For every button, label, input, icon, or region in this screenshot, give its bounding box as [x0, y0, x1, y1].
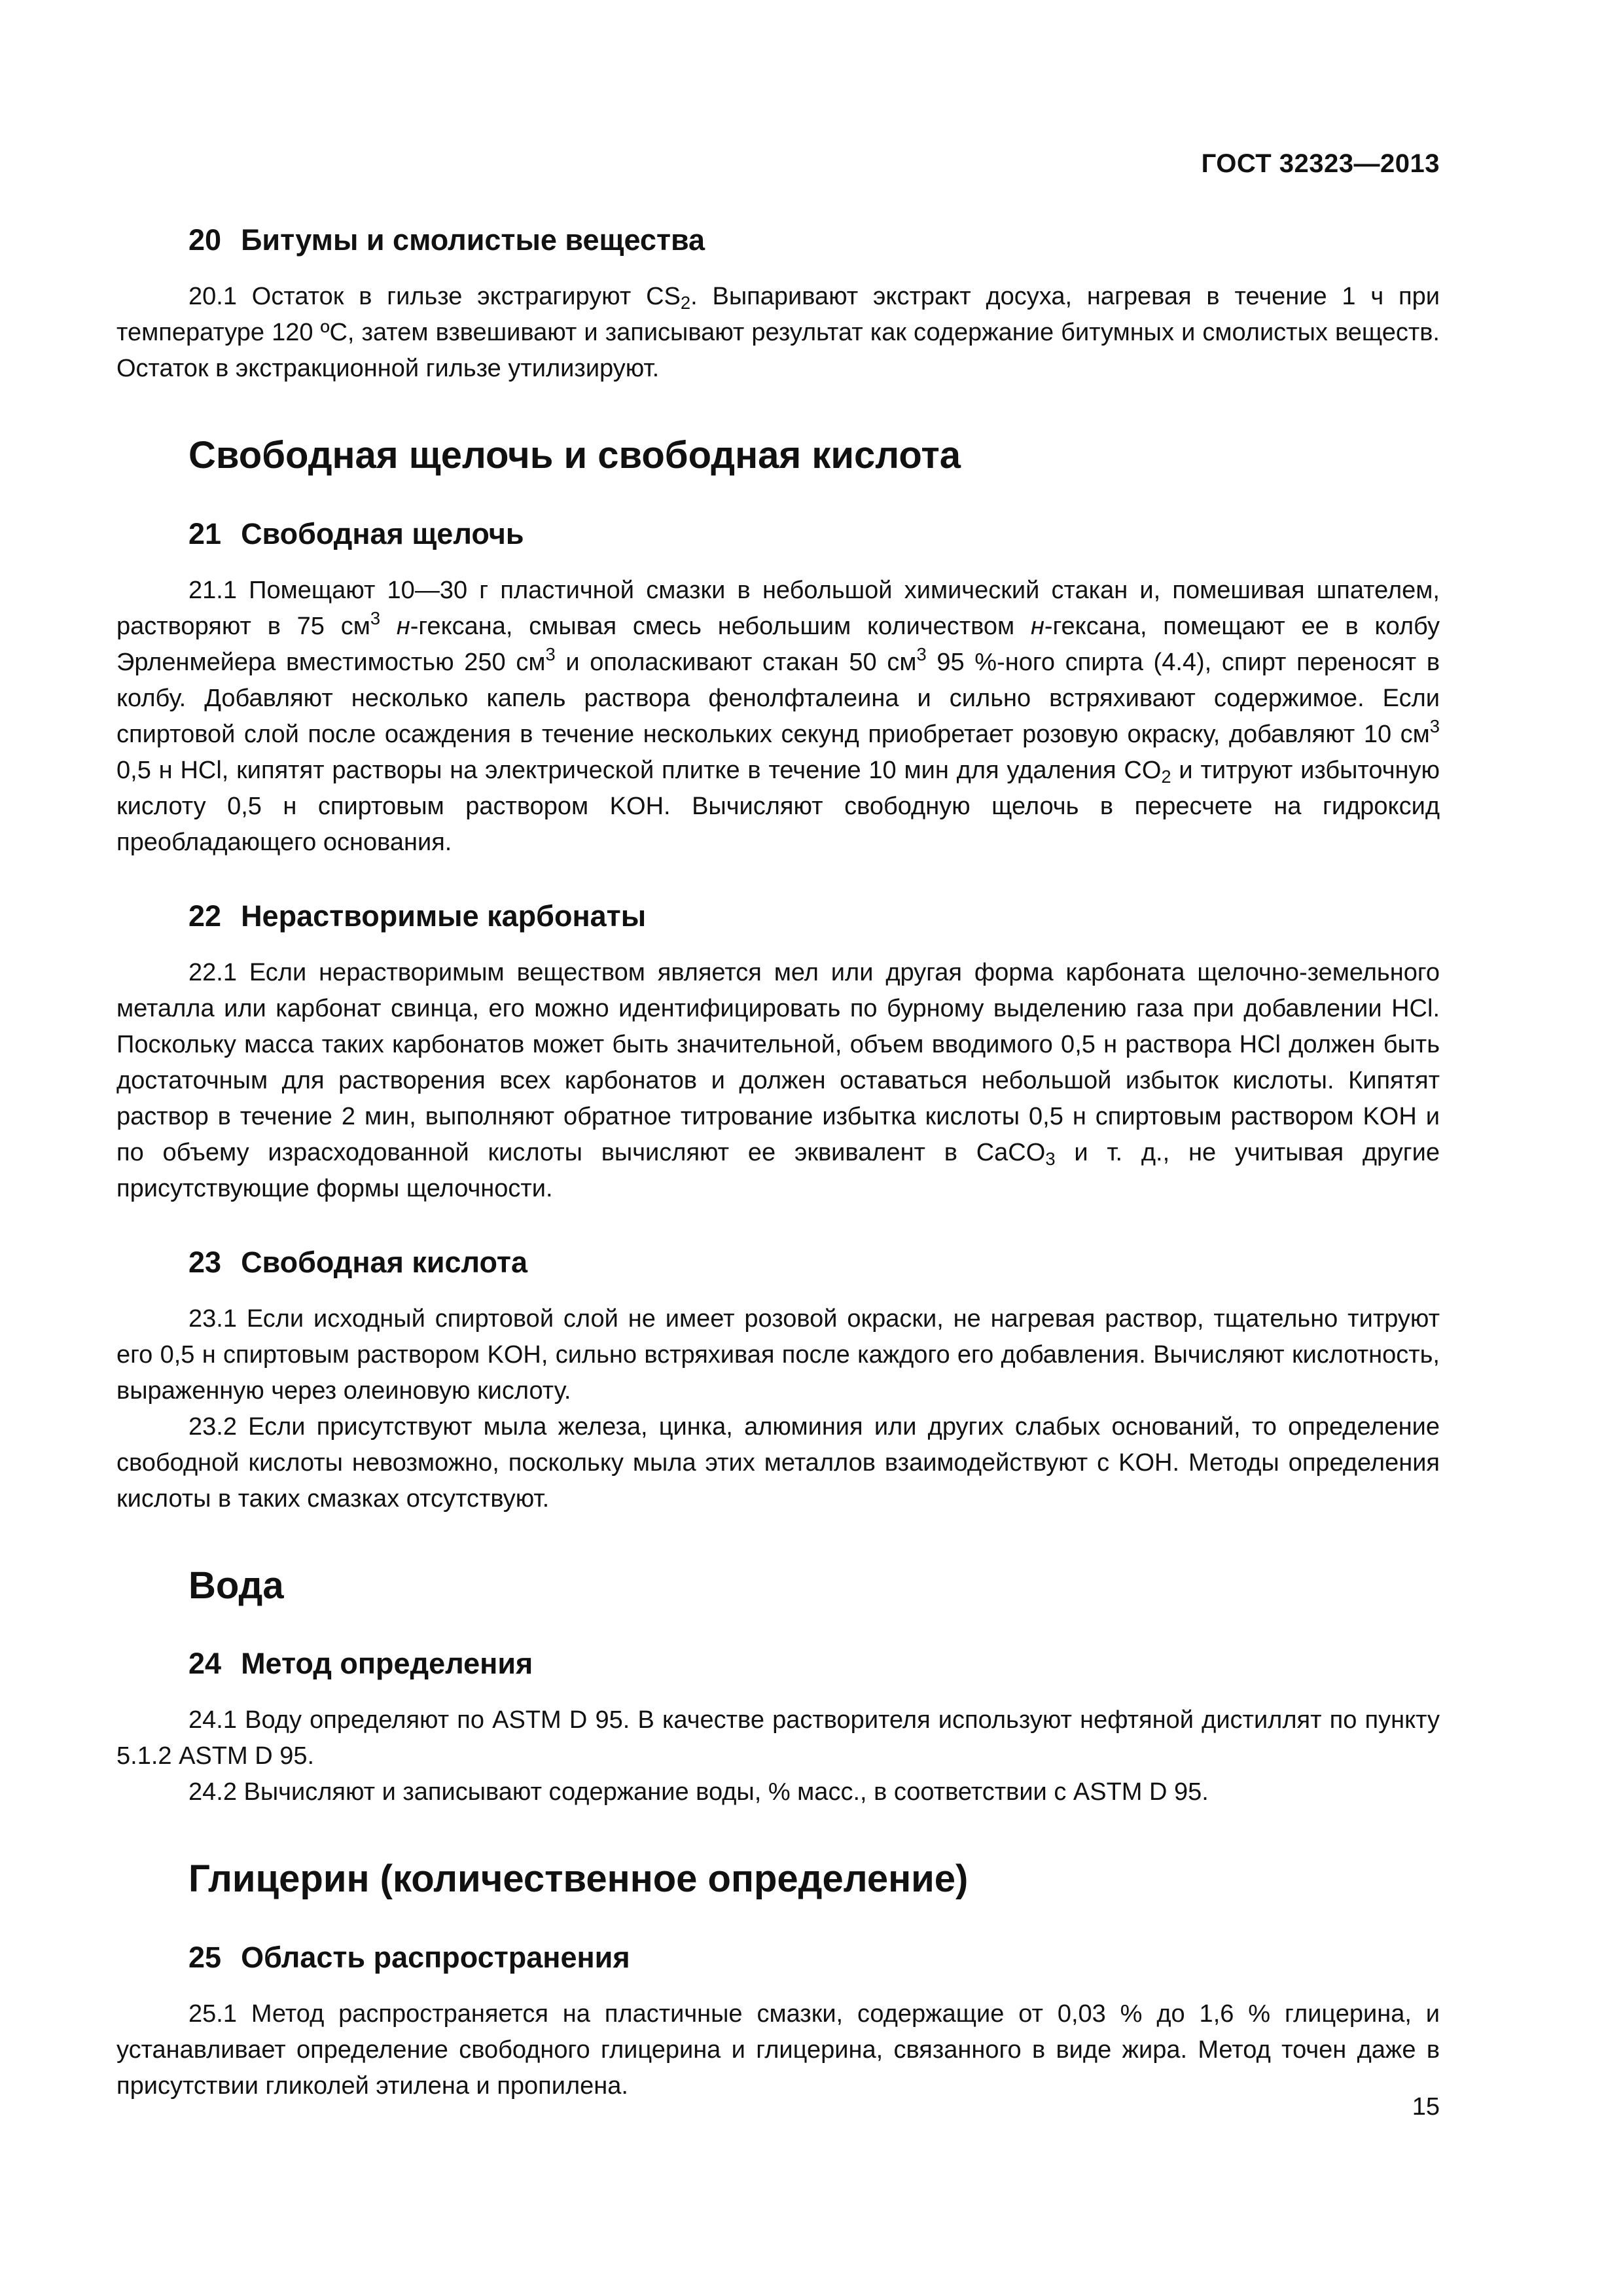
section-24-heading	[188, 1646, 1440, 1681]
text-run: 21.1 Помещают 10—30 г пластичной смазки в небольшой химический стакан и, помешивая шпателем, растворяют в 75 см	[116, 576, 1440, 640]
superscript: 3	[545, 643, 556, 664]
section-20-heading	[188, 223, 1440, 258]
subscript: 2	[680, 292, 691, 313]
subscript: 2	[1161, 766, 1171, 787]
section-title: Битумы и смолистые вещества	[241, 223, 705, 257]
section-number: 20	[188, 223, 222, 257]
text-run: 0,5 н HCl, кипятят растворы на электрической плитке в течение 10 мин для удаления CO	[116, 756, 1162, 784]
subscript: 3	[1045, 1148, 1056, 1169]
paragraph-22-1	[116, 955, 1440, 1207]
paragraph-24-1: 24.1 Воду определяют по ASTM D 95. В качестве растворителя используют нефтяной дистиллят по пункту 5.1.2 ASTM D 95.	[116, 1706, 1440, 1770]
text-run: -гексана, помещают ее в колбу Эрленмейера вместимостью 250 см	[116, 612, 1440, 676]
text-run	[380, 613, 397, 640]
italic-run: н	[396, 612, 410, 640]
section-number: 22	[188, 899, 222, 933]
part-heading-glycerin: Глицерин (количественное определение)	[188, 1857, 969, 1901]
section-22-heading	[188, 899, 1440, 934]
section-25-heading	[188, 1940, 1440, 1975]
text-run: -гексана, смывая смесь небольшим количеством	[410, 612, 1031, 640]
page-number: 15	[1412, 2093, 1440, 2121]
text-run: 20.1 Остаток в гильзе экстрагируют CS	[188, 283, 681, 310]
paragraph-20-1	[116, 279, 1440, 387]
section-title: Метод определения	[241, 1647, 533, 1681]
text-run: 22.1 Если нерастворимым веществом является мел или другая форма карбоната щелочно-земельного металла или карбонат свинца, его можно идентифицировать по бурному выделению газа при добавлении HCl. Поскольку масса таких карбонатов может быть значительной, объем вводимого 0,5 н раствора HCl должен быть достаточным для растворения всех карбонатов и должен оставаться небольшой избыток кислоты. Кипятят раствор в течение 2 мин, выполняют обратное титрование избытка кислоты 0,5 н спиртовым раствором KOH и по объему израсходованной кислоты вычисляют ее эквивалент в CaCO	[116, 958, 1440, 1166]
section-number: 23	[188, 1245, 222, 1279]
section-23-heading	[188, 1245, 1440, 1280]
superscript: 3	[1429, 715, 1440, 736]
paragraph-21-1	[116, 573, 1440, 861]
section-21-heading	[188, 516, 1440, 552]
part-heading-alkali-acid: Свободная щелочь и свободная кислота	[188, 434, 961, 476]
italic-run: н	[1030, 612, 1044, 640]
superscript: 3	[370, 607, 381, 628]
section-number: 21	[188, 516, 222, 550]
section-title: Нерастворимые карбонаты	[241, 899, 647, 933]
superscript: 3	[916, 643, 927, 664]
text-run: и ополаскивают стакан 50 см	[555, 648, 917, 676]
text-run: . Выпаривают экстракт досуха, нагревая в течение 1 ч при температуре 120 ºC, затем взвешивают и записывают результат как содержание битумных и смолистых веществ. Остаток в экстракционной гильзе утилизируют.	[116, 283, 1440, 382]
section-number: 24	[188, 1647, 222, 1681]
text-run: 95 %-ного спирта (4.4), спирт переносят в колбу. Добавляют несколько капель раствора фенолфталеина и сильно встряхивают содержимое. Если спиртовой слой после осаждения в течение нескольких секунд приобретает розовую окраску, добавляют 10 см	[116, 648, 1440, 748]
text-run: и т. д., не учитывая другие присутствующие формы щелочности.	[116, 1138, 1440, 1202]
section-title: Свободная щелочь	[241, 516, 524, 550]
text-run: и титруют избыточную кислоту 0,5 н спиртовым раствором KOH. Вычисляют свободную щелочь в пересчете на гидроксид преобладающего основания.	[116, 756, 1440, 856]
document-header: ГОСТ 32323—2013	[1201, 149, 1440, 178]
paragraph-25-1: 25.1 Метод распространяется на пластичные смазки, содержащие от 0,03 % до 1,6 % глицерина, и устанавливает определение свободного глицерина и глицерина, связанного в виде жира. Метод точен даже в присутствии гликолей этилена и пропилена.	[116, 2000, 1440, 2100]
section-title: Свободная кислота	[241, 1245, 527, 1279]
section-title: Область распространения	[241, 1940, 630, 1974]
page-content	[116, 223, 1440, 2104]
paragraph-24-2: 24.2 Вычисляют и записывают содержание воды, % масс., в соответствии с ASTM D 95.	[188, 1778, 1209, 1806]
paragraph-23-1: 23.1 Если исходный спиртовой слой не имеет розовой окраски, не нагревая раствор, тщательно титруют его 0,5 н спиртовым раствором KOH, сильно встряхивая после каждого его добавления. Вычисляют кислотность, выраженную через олеиновую кислоту.	[116, 1304, 1440, 1405]
part-heading-water: Вода	[188, 1564, 284, 1607]
section-number: 25	[188, 1940, 222, 1974]
paragraph-23-2: 23.2 Если присутствуют мыла железа, цинка, алюминия или других слабых оснований, то определение свободной кислоты невозможно, поскольку мыла этих металлов взаимодействуют с KOH. Методы определения кислоты в таких смазках отсутствуют.	[116, 1412, 1440, 1513]
